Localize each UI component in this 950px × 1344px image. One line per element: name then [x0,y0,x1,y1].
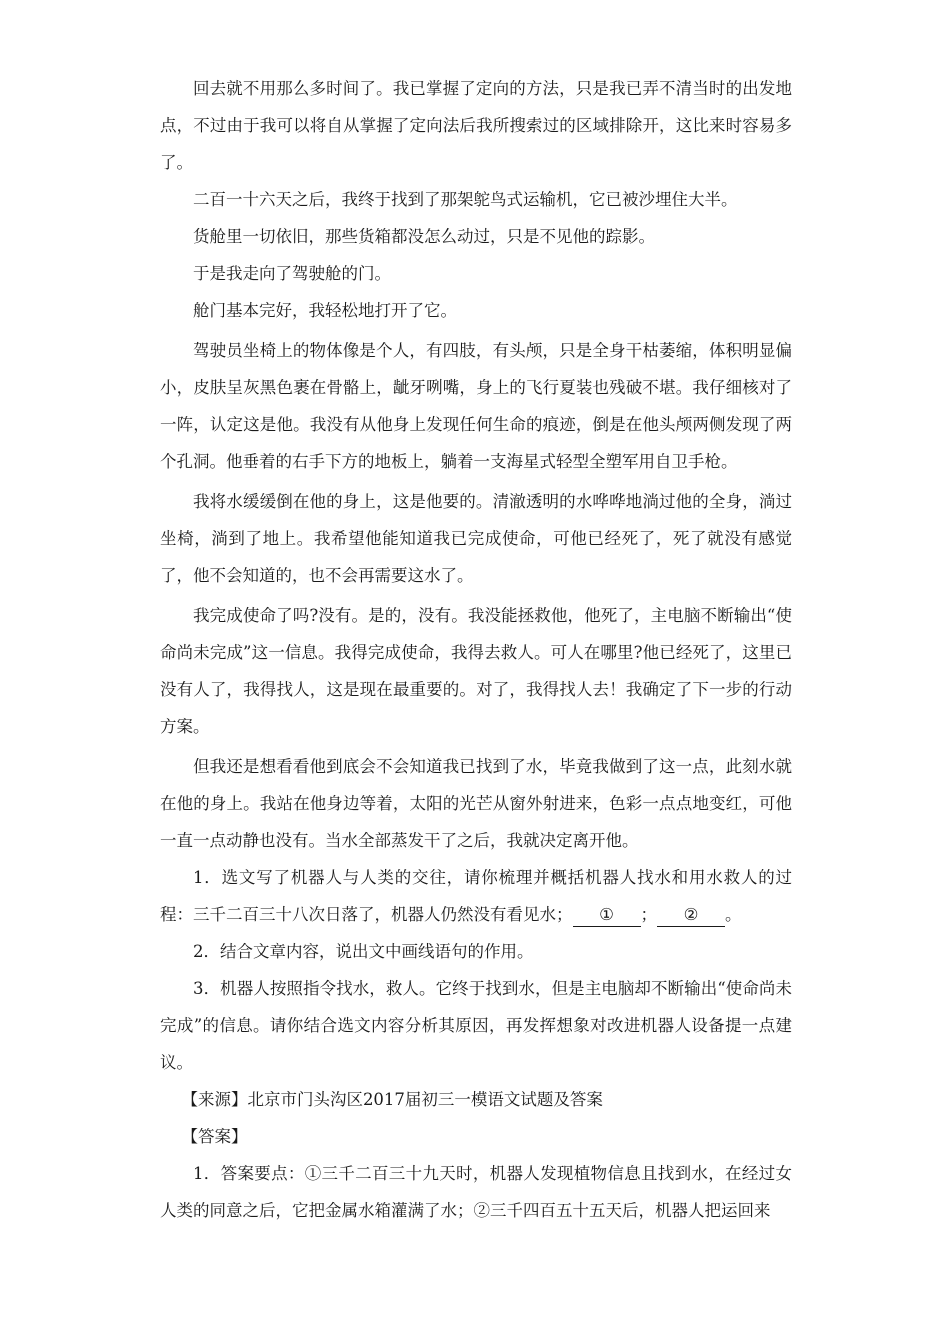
answer-blank-2: ② [657,904,725,927]
answer-label: 【答案】 [181,1127,248,1146]
question-2: 2．结合文章内容，说出文中画线语句的作用。 [193,942,534,961]
question-3: 3．机器人按照指令找水，救人。它终于找到水，但是主电脑却不断输出“使命尚未完成”的信息。请你结合选文内容分析其原因，再发挥想象对改进机器人设备提一点建议。 [160,979,792,1072]
story-paragraph-4: 于是我走向了驾驶舱的门。 [193,264,391,283]
answer-text: 1．答案要点：①三千二百三十九天时，机器人发现植物信息且找到水，在经过女人类的同意之后，它把金属水箱灌满了水；②三千四百五十五天后，机器人把运回来 [160,1164,792,1220]
answer-blank-1: ① [573,904,641,927]
question-1-text: 1．选文写了机器人与人类的交往，请你梳理并概括机器人找水和用水救人的过程：三千二百三十八次日落了，机器人仍然没有看见水； [160,868,792,924]
story-paragraph-5: 舱门基本完好，我轻松地打开了它。 [193,301,457,320]
story-paragraph-7: 我将水缓缓倒在他的身上，这是他要的。清澈透明的水哗哗地淌过他的全身，淌过坐椅，淌到了地上。我希望他能知道我已完成使命，可他已经死了，死了就没有感觉了，他不会知道的，也不会再需要这水了。 [160,492,792,585]
story-paragraph-2: 二百一十六天之后，我终于找到了那架鸵鸟式运输机，它已被沙埋住大半。 [193,190,738,209]
story-paragraph-1: 回去就不用那么多时间了。我已掌握了定向的方法，只是我已弄不清当时的出发地点，不过由于我可以将自从掌握了定向法后我所搜索过的区域排除开，这比来时容易多了。 [160,79,792,172]
question-1-end: 。 [725,905,742,924]
story-paragraph-9: 但我还是想看看他到底会不会知道我已找到了水，毕竟我做到了这一点，此刻水就在他的身上。我站在他身边等着，太阳的光芒从窗外射进来，色彩一点点地变红，可他一直一点动静也没有。当水全部蒸发干了之后，我就决定离开他。 [160,757,792,850]
story-paragraph-8: 我完成使命了吗?没有。是的，没有。我没能拯救他，他死了，主电脑不断输出“使命尚未完成”这一信息。我得完成使命，我得去救人。可人在哪里?他已经死了，这里已没有人了，我得找人，这是现在最重要的。对了，我得找人去！我确定了下一步的行动方案。 [160,606,792,736]
question-1 [160,859,792,933]
source-line: 【来源】北京市门头沟区2017届初三一模语文试题及答案 [181,1090,603,1109]
story-paragraph-3: 货舱里一切依旧，那些货箱都没怎么动过，只是不见他的踪影。 [193,227,655,246]
blank-separator: ； [640,905,657,924]
story-paragraph-6: 驾驶员坐椅上的物体像是个人，有四肢，有头颅，只是全身干枯萎缩，体积明显偏小，皮肤呈灰黑色裹在骨骼上，龇牙咧嘴，身上的飞行夏装也残破不堪。我仔细核对了一阵，认定这是他。我没有从他身上发现任何生命的痕迹，倒是在他头颅两侧发现了两个孔洞。他垂着的右手下方的地板上，躺着一支海星式轻型全塑军用自卫手枪。 [160,341,792,471]
document-body [160,70,792,1229]
